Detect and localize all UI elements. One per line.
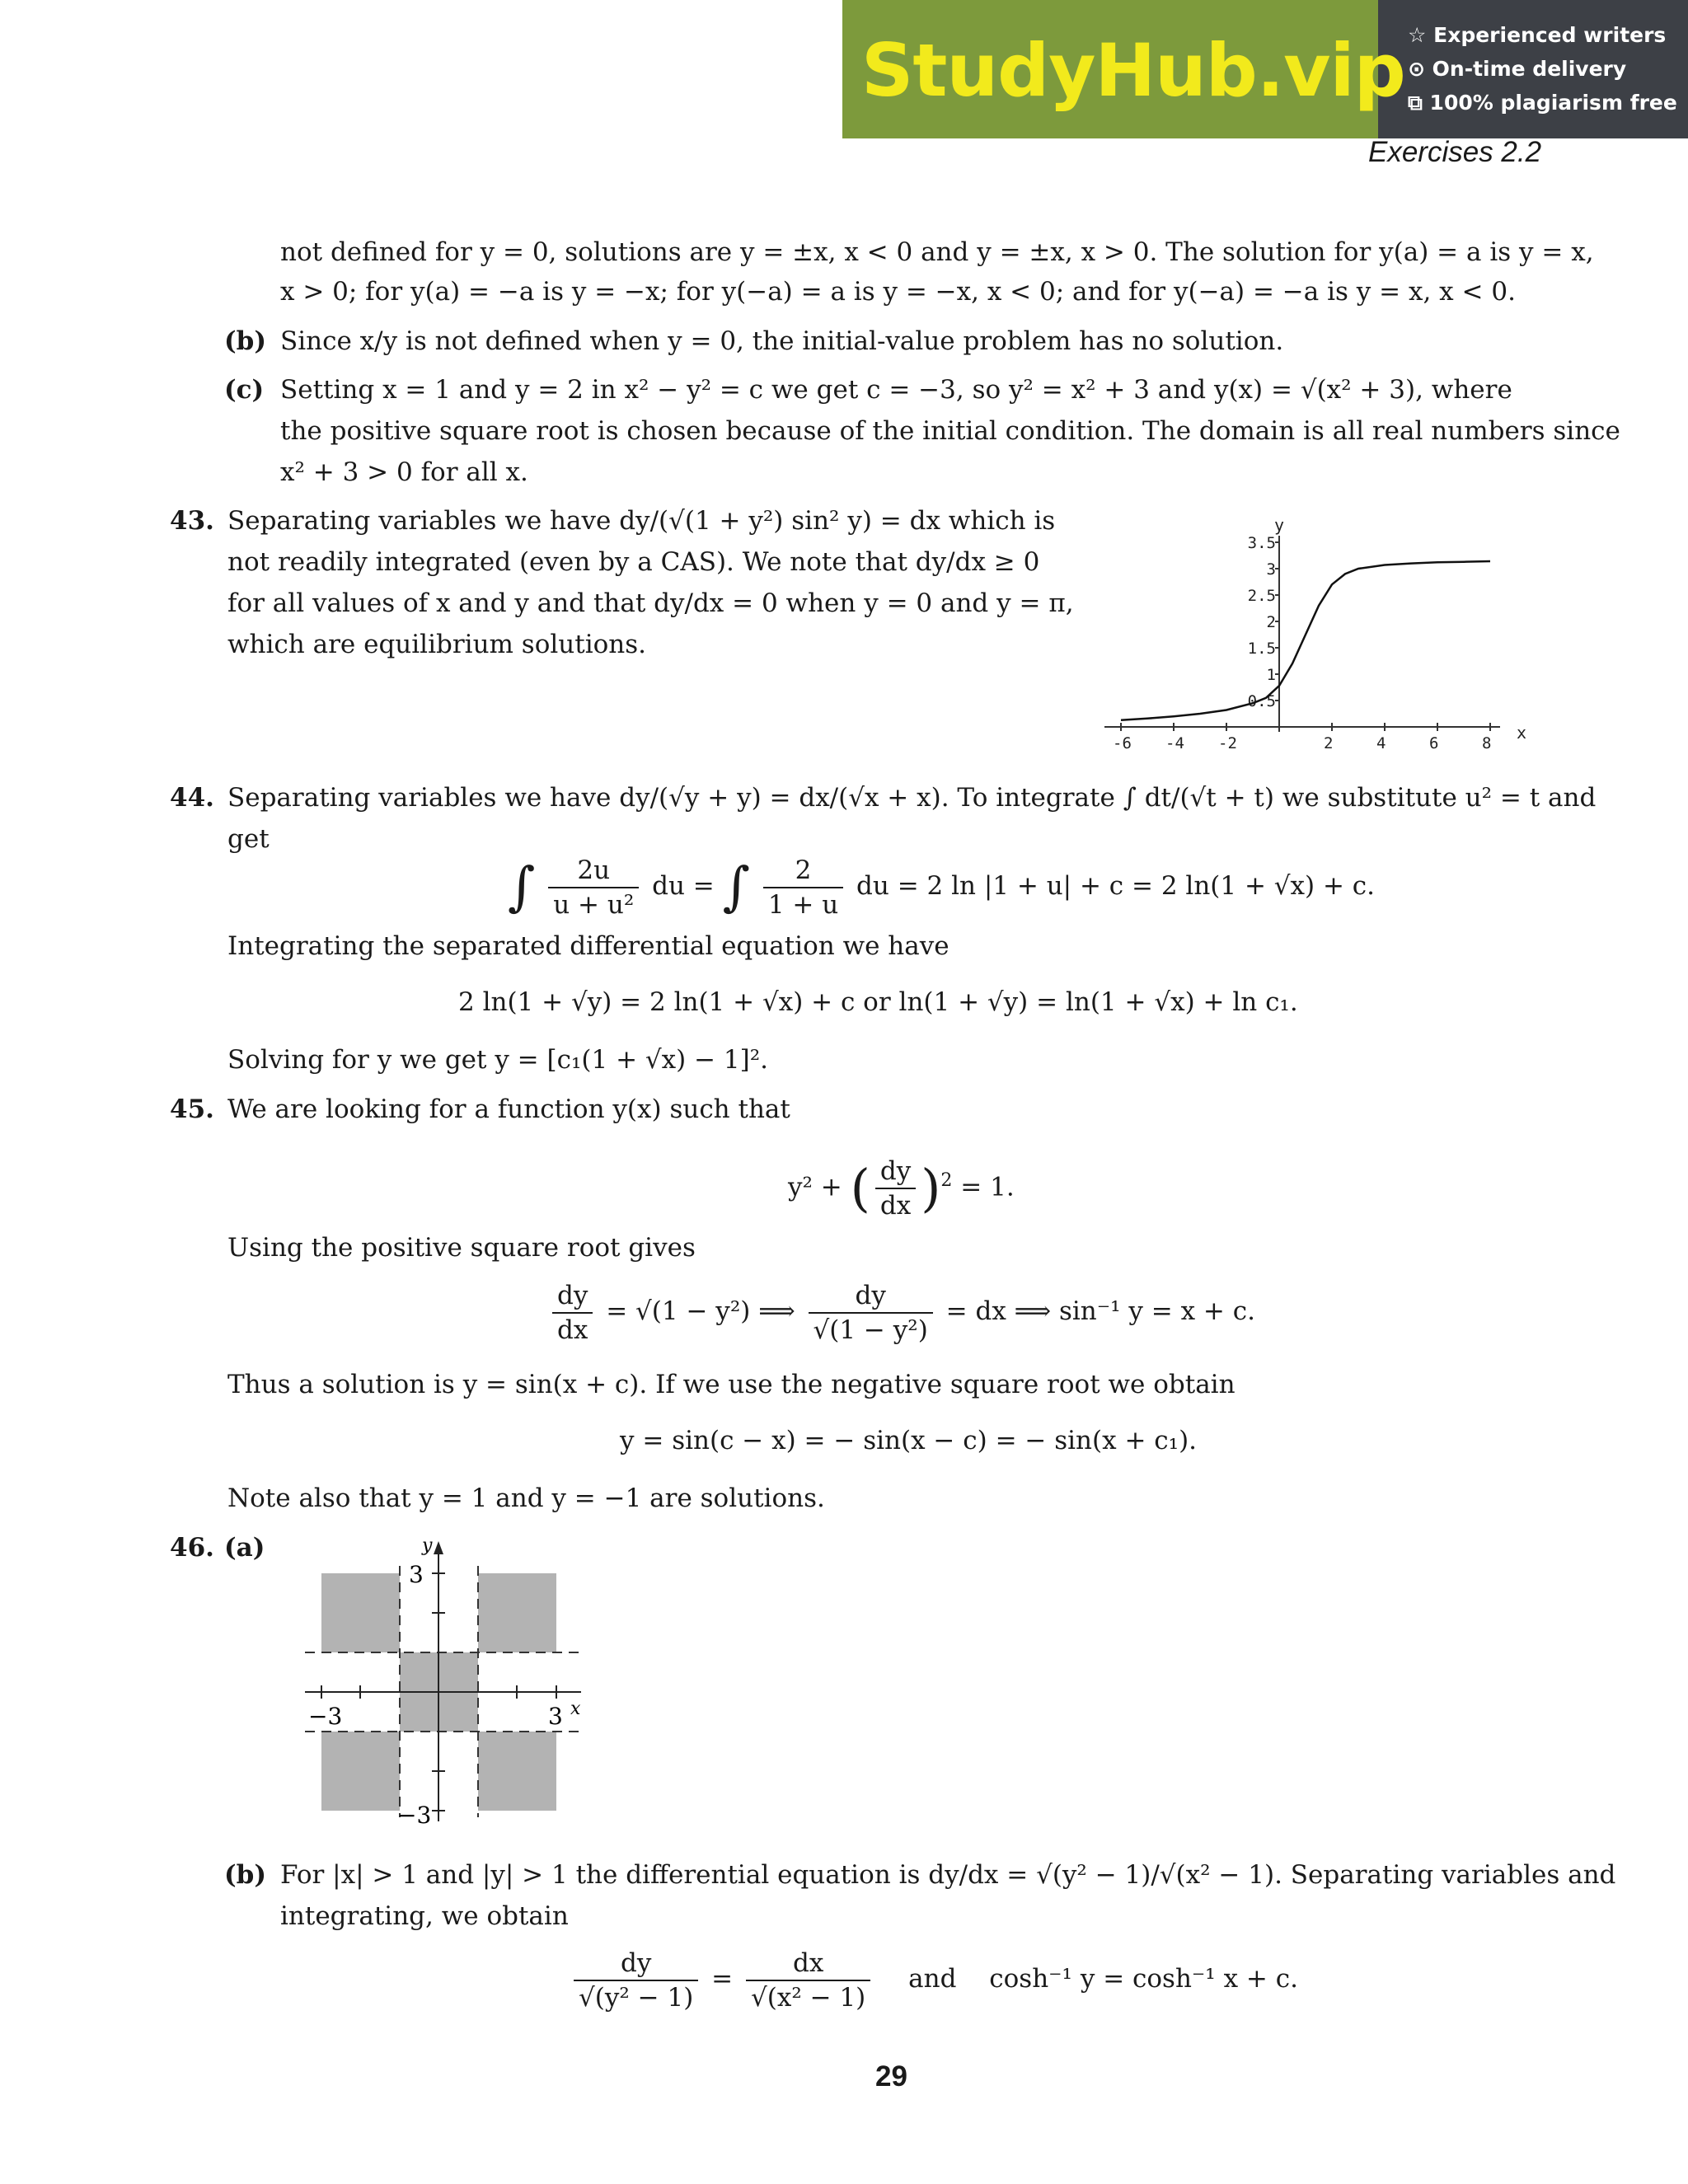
- y-tick-label: 2: [1266, 613, 1276, 631]
- p43-line2: not readily integrated (even by a CAS). We note that dy/dx ≥ 0: [227, 547, 1040, 577]
- p44-integral-equation: ∫ $\frac{2u}{\text{u + u²}}$ du = ∫ $\frac{2}{1 + u}$ du = 2 ln |1 + u| + c = 2 ln(1 + √x) + c.: [508, 855, 1376, 920]
- p42-b-label: (b): [224, 326, 267, 356]
- y-tick-label: 1: [1266, 666, 1276, 684]
- x-tick-label: 8: [1482, 734, 1492, 752]
- p44-number: 44.: [170, 783, 214, 813]
- feature-ontime: ⊙ On-time delivery: [1408, 57, 1627, 81]
- page-header: Exercises 2.2: [1368, 136, 1542, 168]
- shaded-region-top-left: [321, 1573, 400, 1652]
- p45-line2: Using the positive square root gives: [227, 1233, 696, 1263]
- shaded-region-top-right: [478, 1573, 556, 1652]
- x-tick-label: -6: [1113, 734, 1132, 752]
- p43-solution-graph: [1096, 511, 1541, 758]
- frac-dy-dx-2: $\frac{dy}{dx}$: [552, 1279, 593, 1347]
- frac-dy-dx: $\frac{dy}{dx}$: [875, 1155, 916, 1222]
- p46-b-line2: integrating, we obtain: [280, 1901, 569, 1931]
- y-tick-label: 2.5: [1247, 587, 1276, 605]
- x-tick-label: -2: [1218, 734, 1237, 752]
- x-label: x: [570, 1699, 581, 1719]
- p46a-region-plot: [297, 1533, 610, 1830]
- p42-c-line2: the positive square root is chosen because of the initial condition. The domain is all real numbers since: [280, 416, 1620, 446]
- y-label: y: [422, 1535, 433, 1556]
- p42-line2: x > 0; for y(a) = −a is y = −x; for y(−a) = a is y = −x, x < 0; and for y(−a) = −a is y = x, x < 0.: [280, 277, 1516, 307]
- x-axis-label: x: [1517, 723, 1527, 743]
- solution-curve: [1121, 561, 1490, 720]
- p46-number: 46.: [170, 1533, 214, 1563]
- p43-number: 43.: [170, 506, 214, 536]
- p43-line4: which are equilibrium solutions.: [227, 630, 647, 659]
- y-axis-arrow: [434, 1541, 443, 1554]
- tick-label-left: −3: [308, 1703, 343, 1730]
- studyhub-logo[interactable]: StudyHub.vip: [861, 28, 1405, 113]
- shaded-region-bottom-right: [478, 1732, 556, 1811]
- y-tick-label: 3: [1266, 560, 1276, 579]
- p45-equation1: y² + ( $\frac{dy}{dx}$ )$^2$ = 1.: [788, 1155, 1015, 1221]
- p44-equation2: 2 ln(1 + √y) = 2 ln(1 + √x) + c or ln(1 + √y) = ln(1 + √x) + ln c₁.: [458, 987, 1298, 1017]
- p45-number: 45.: [170, 1094, 214, 1124]
- x-tick-label: 4: [1376, 734, 1386, 752]
- p45-equation3: y = sin(c − x) = − sin(x − c) = − sin(x + c₁).: [620, 1426, 1198, 1455]
- frac-2u: $\frac{2u}{\text{u + u²}}$: [548, 854, 639, 921]
- frac-dy-sqrt: $\frac{dy}{\text{√(1 − y²)}}$: [809, 1279, 933, 1347]
- frac-2-over-1pu: $\frac{2}{1 + u}$: [763, 854, 843, 921]
- p45-line4: Note also that y = 1 and y = −1 are solutions.: [227, 1483, 825, 1513]
- feature-experienced: ☆ Experienced writers: [1408, 23, 1667, 47]
- p44-line4: Solving for y we get y = [c₁(1 + √x) − 1]².: [227, 1045, 769, 1075]
- p42-b-text: Since x/y is not defined when y = 0, the initial-value problem has no solution.: [280, 326, 1284, 356]
- p42-line1: not defined for y = 0, solutions are y = ±x, x < 0 and y = ±x, x > 0. The solution for y(a) = a is y = x,: [280, 237, 1594, 267]
- p46-b-line1: For |x| > 1 and |y| > 1 the differential equation is dy/dx = √(y² − 1)/√(x² − 1). Separating variables and: [280, 1860, 1616, 1890]
- p42-c-line1: Setting x = 1 and y = 2 in x² − y² = c we get c = −3, so y² = x² + 3 and y(x) = √(x² + 3), where: [280, 375, 1512, 405]
- p45-equation2: $\frac{dy}{dx}$ = √(1 − y²) ⟹ $\frac{dy}{\text{√(1 − y²)}}$ = dx ⟹ sin⁻¹ y = x + c.: [547, 1276, 1255, 1347]
- shaded-region-bottom-left: [321, 1732, 400, 1811]
- y-tick-label: 3.5: [1247, 534, 1276, 552]
- p43-line3: for all values of x and y and that dy/dx = 0 when y = 0 and y = π,: [227, 588, 1074, 618]
- p45-line3: Thus a solution is y = sin(x + c). If we use the negative square root we obtain: [227, 1370, 1236, 1399]
- p44-line2: get: [227, 824, 270, 854]
- p44-line3: Integrating the separated differential equation we have: [227, 931, 950, 961]
- p44-line1: Separating variables we have dy/(√y + y) = dx/(√x + x). To integrate ∫ dt/(√t + t) we substitute u² = t and: [227, 783, 1597, 813]
- y-axis-label: y: [1274, 515, 1285, 535]
- integral-sign: ∫: [722, 856, 750, 918]
- tick-label-top: 3: [409, 1561, 424, 1588]
- x-tick-label: 6: [1429, 734, 1439, 752]
- p46-a-label: (a): [224, 1533, 265, 1563]
- tick-label-bottom: −3: [397, 1802, 432, 1829]
- y-tick-label: 0.5: [1247, 692, 1276, 710]
- tick-label-right: 3: [548, 1703, 563, 1730]
- x-tick-label: -4: [1165, 734, 1184, 752]
- p42-c-line3: x² + 3 > 0 for all x.: [280, 457, 528, 487]
- frac-dy-sqrt-y: $\frac{dy}{\text{√(y² − 1)}}$: [574, 1947, 698, 2014]
- page-number: 29: [875, 2060, 907, 2093]
- p46-b-equation: $\frac{dy}{\text{√(y² − 1)}}$ = $\frac{dx}{\text{√(x² − 1)}}$ and cosh⁻¹ y = cosh⁻¹ x + c.: [569, 1943, 1298, 2014]
- y-tick-label: 1.5: [1247, 640, 1276, 658]
- p46-b-label: (b): [224, 1860, 267, 1890]
- integral-sign: ∫: [508, 856, 536, 918]
- p42-c-label: (c): [224, 375, 265, 405]
- feature-plagiarism: ⧉ 100% plagiarism free: [1408, 91, 1677, 115]
- p45-line1: We are looking for a function y(x) such that: [227, 1094, 790, 1124]
- p43-line1: Separating variables we have dy/(√(1 + y²) sin² y) = dx which is: [227, 506, 1056, 536]
- x-tick-label: 2: [1324, 734, 1334, 752]
- frac-dx-sqrt-x: $\frac{dx}{\text{√(x² − 1)}}$: [746, 1947, 870, 2014]
